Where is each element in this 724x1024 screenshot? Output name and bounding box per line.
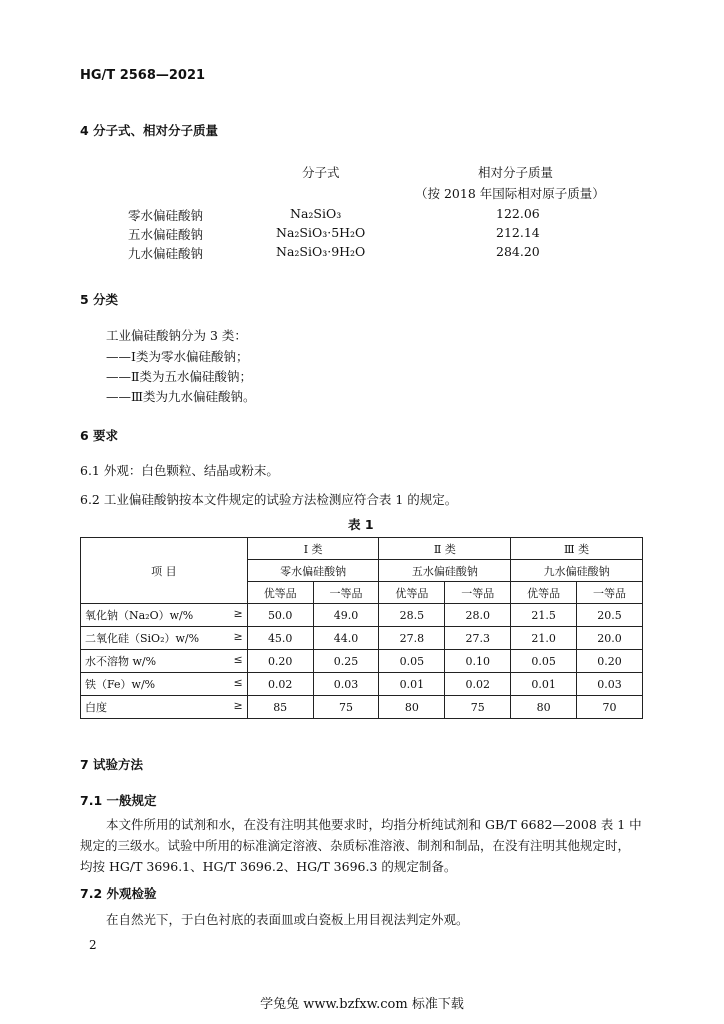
- value-cell: 70: [577, 696, 643, 719]
- classification-item: ——Ⅲ类为九水偏硅酸钠。: [106, 389, 256, 404]
- value-cell: 20.0: [577, 627, 643, 650]
- grade-header: 一等品: [313, 582, 379, 604]
- value-cell: 85: [247, 696, 313, 719]
- value-cell: 20.5: [577, 604, 643, 627]
- value-cell: 75: [445, 696, 511, 719]
- formula-row-name: 零水偏硅酸钠: [128, 208, 204, 223]
- comparison-symbol: ≤: [233, 653, 243, 666]
- value-cell: 0.10: [445, 650, 511, 673]
- item-cell: [81, 627, 248, 650]
- footer-watermark: 学兔兔 www.bzfxw.com 标准下载: [260, 997, 464, 1012]
- value-cell: 28.0: [445, 604, 511, 627]
- formula-row-formula: Na₂SiO₃·5H₂O: [276, 225, 366, 240]
- value-cell: 0.01: [511, 673, 577, 696]
- clause-7-1-title: 7.1 一般规定: [80, 793, 157, 808]
- class-name-header: 零水偏硅酸钠: [247, 560, 379, 582]
- comparison-symbol: ≤: [233, 676, 243, 689]
- value-cell: 80: [511, 696, 577, 719]
- value-cell: 0.20: [247, 650, 313, 673]
- value-cell: 28.5: [379, 604, 445, 627]
- value-cell: 27.3: [445, 627, 511, 650]
- clause-7-1-text: 本文件所用的试剂和水，在没有注明其他要求时，均指分析纯试剂和 GB/T 6682—2008 表 1 中: [106, 817, 642, 832]
- value-cell: 0.25: [313, 650, 379, 673]
- formula-row-mass: 284.20: [496, 244, 540, 259]
- table-header-row: [81, 538, 643, 560]
- item-cell: [81, 650, 248, 673]
- clause-6-1: 6.1 外观：白色颗粒、结晶或粉末。: [80, 463, 279, 478]
- section-6-title: 6 要求: [80, 428, 119, 443]
- clause-6-2: 6.2 工业偏硅酸钠按本文件规定的试验方法检测应符合表 1 的规定。: [80, 492, 458, 507]
- formula-row-mass: 212.14: [496, 225, 540, 240]
- formula-row-mass: 122.06: [496, 206, 540, 221]
- clause-7-1-text: 均按 HG/T 3696.1、HG/T 3696.2、HG/T 3696.3 的规定制备。: [80, 859, 457, 874]
- value-cell: 44.0: [313, 627, 379, 650]
- value-cell: 21.0: [511, 627, 577, 650]
- item-label: 白度: [85, 701, 107, 714]
- formula-row-name: 九水偏硅酸钠: [128, 246, 204, 261]
- item-label: 铁（Fe）w/%: [85, 678, 156, 691]
- class-header: Ⅲ 类: [511, 538, 643, 560]
- table-row: [81, 673, 643, 696]
- value-cell: 49.0: [313, 604, 379, 627]
- value-cell: 0.05: [379, 650, 445, 673]
- item-cell: [81, 696, 248, 719]
- comparison-symbol: ≥: [233, 699, 243, 712]
- item-label: 水不溶物 w/%: [85, 655, 157, 668]
- classification-intro: 工业偏硅酸钠分为 3 类：: [106, 328, 247, 343]
- section-7-title: 7 试验方法: [80, 757, 144, 772]
- mass-column-header: 相对分子质量: [478, 165, 554, 180]
- grade-header: 优等品: [379, 582, 445, 604]
- section-4-title: 4 分子式、相对分子质量: [80, 123, 219, 138]
- formula-row-formula: Na₂SiO₃·9H₂O: [276, 244, 366, 259]
- class-name-header: 五水偏硅酸钠: [379, 560, 511, 582]
- item-cell: [81, 604, 248, 627]
- classification-item: ——Ⅱ类为五水偏硅酸钠；: [106, 369, 252, 384]
- value-cell: 75: [313, 696, 379, 719]
- classification-item: ——Ⅰ类为零水偏硅酸钠；: [106, 349, 249, 364]
- value-cell: 21.5: [511, 604, 577, 627]
- formula-column-header: 分子式: [302, 165, 340, 180]
- formula-row-name: 五水偏硅酸钠: [128, 227, 204, 242]
- formula-row-formula: Na₂SiO₃: [290, 206, 342, 221]
- table-row: [81, 627, 643, 650]
- grade-header: 优等品: [247, 582, 313, 604]
- grade-header: 一等品: [577, 582, 643, 604]
- value-cell: 0.20: [577, 650, 643, 673]
- table-caption: 表 1: [348, 517, 374, 532]
- comparison-symbol: ≥: [233, 607, 243, 620]
- item-label: 二氧化硅（SiO₂）w/%: [85, 632, 200, 645]
- class-header: Ⅱ 类: [379, 538, 511, 560]
- grade-header: 优等品: [511, 582, 577, 604]
- table-row: [81, 650, 643, 673]
- value-cell: 27.8: [379, 627, 445, 650]
- clause-7-1-text: 规定的三级水。试验中所用的标准滴定溶液、杂质标准溶液、制剂和制品，在没有注明其他规定时，: [80, 838, 631, 853]
- clause-7-2-title: 7.2 外观检验: [80, 886, 157, 901]
- item-cell: [81, 673, 248, 696]
- class-name-header: 九水偏硅酸钠: [511, 560, 643, 582]
- value-cell: 0.01: [379, 673, 445, 696]
- table-row: [81, 604, 643, 627]
- grade-header: 一等品: [445, 582, 511, 604]
- mass-column-note: （按 2018 年国际相对原子质量）: [415, 186, 605, 201]
- value-cell: 0.05: [511, 650, 577, 673]
- comparison-symbol: ≥: [233, 630, 243, 643]
- item-header-cell: 项 目: [81, 538, 248, 604]
- document-code: HG/T 2568—2021: [80, 68, 206, 83]
- value-cell: 0.03: [313, 673, 379, 696]
- table-row: [81, 696, 643, 719]
- value-cell: 80: [379, 696, 445, 719]
- value-cell: 50.0: [247, 604, 313, 627]
- section-5-title: 5 分类: [80, 292, 119, 307]
- clause-7-2-text: 在自然光下，于白色衬底的表面皿或白瓷板上用目视法判定外观。: [106, 912, 469, 927]
- requirements-table: [80, 537, 643, 719]
- value-cell: 0.02: [445, 673, 511, 696]
- class-header: Ⅰ 类: [247, 538, 379, 560]
- value-cell: 0.02: [247, 673, 313, 696]
- item-label: 氧化钠（Na₂O）w/%: [85, 609, 194, 622]
- value-cell: 0.03: [577, 673, 643, 696]
- page-number: 2: [89, 938, 97, 952]
- value-cell: 45.0: [247, 627, 313, 650]
